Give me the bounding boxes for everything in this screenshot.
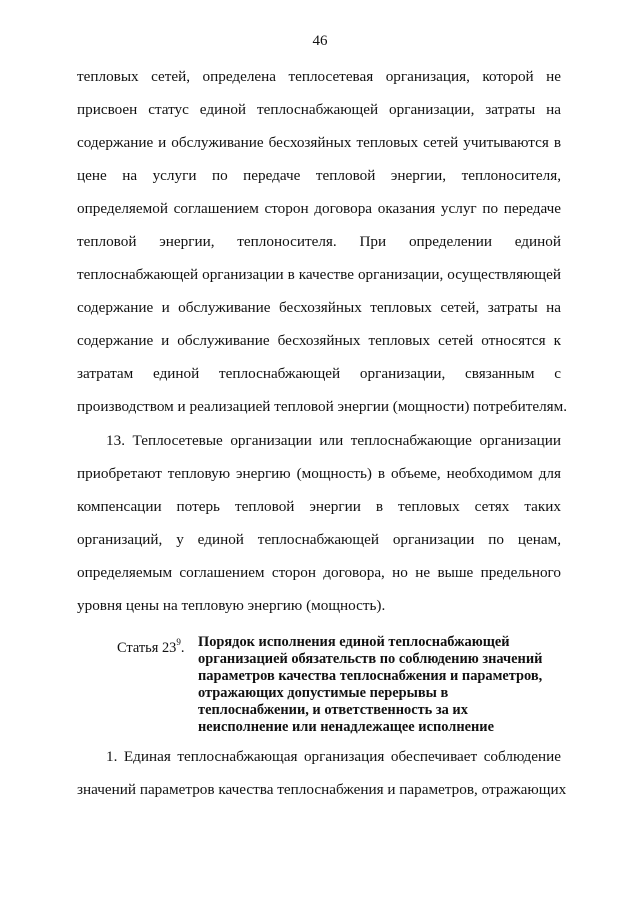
text-line: 1. Единая теплоснабжающая организация обеспечивает соблюдение (106, 748, 561, 765)
article-title (198, 634, 567, 736)
text-line: организаций, у единой теплоснабжающей организации по ценам, (77, 531, 561, 548)
text-line: определяемым соглашением сторон договора, но не выше предельного (77, 564, 561, 581)
text-line: тепловых сетей, определена теплосетевая организация, которой не (77, 68, 561, 85)
article-title-line: параметров качества теплоснабжения и параметров, (198, 668, 543, 684)
paragraph-continuation (77, 68, 568, 431)
text-line: приобретают тепловую энергию (мощность) в объеме, необходимом для (77, 465, 561, 482)
text-line: значений параметров качества теплоснабжения и параметров, отражающих (77, 781, 567, 798)
text-line: присвоен статус единой теплоснабжающей организации, затраты на (77, 101, 561, 118)
article-title-line: отражающих допустимые перерывы в (198, 685, 449, 701)
text-line: содержание и обслуживание бесхозяйных тепловых сетей учитываются в (77, 134, 561, 151)
text-line: содержание и обслуживание бесхозяйных тепловых сетей, затраты на (77, 299, 561, 316)
text-line: определяемой соглашением сторон договора оказания услуг по передаче (77, 200, 561, 217)
text-line: теплоснабжающей организации в качестве организации, осуществляющей (77, 266, 561, 283)
text-line: 13. Теплосетевые организации или теплоснабжающие организации (106, 432, 561, 449)
paragraph-13 (77, 432, 561, 630)
article-title-line: Порядок исполнения единой теплоснабжающей (198, 634, 510, 650)
text-line: тепловой энергии, теплоносителя. При определении единой (77, 233, 561, 250)
text-line: цене на услуги по передаче тепловой энергии, теплоносителя, (77, 167, 561, 184)
article-title-line: неисполнение или ненадлежащее исполнение (198, 719, 494, 735)
page-number: 46 (312, 33, 328, 49)
article-label (117, 634, 184, 657)
article-label-superscript: 9 (176, 637, 181, 647)
article-title-line: организацией обязательств по соблюдению значений (198, 651, 543, 667)
paragraph-article-1 (77, 748, 567, 814)
text-line: уровня цены на тепловую энергию (мощность). (77, 597, 386, 614)
text-line: затратам единой теплоснабжающей организации, связанным с (77, 365, 561, 382)
text-line: компенсации потерь тепловой энергии в тепловых сетях таких (77, 498, 561, 515)
article-title-line: теплоснабжении, и ответственность за их (198, 702, 468, 718)
article-label-suffix: . (180, 640, 185, 656)
article-label-text: Статья 23 (117, 640, 177, 656)
text-line: производством и реализацией тепловой энергии (мощности) потребителям. (77, 398, 568, 415)
text-line: содержание и обслуживание бесхозяйных тепловых сетей относятся к (77, 332, 561, 349)
